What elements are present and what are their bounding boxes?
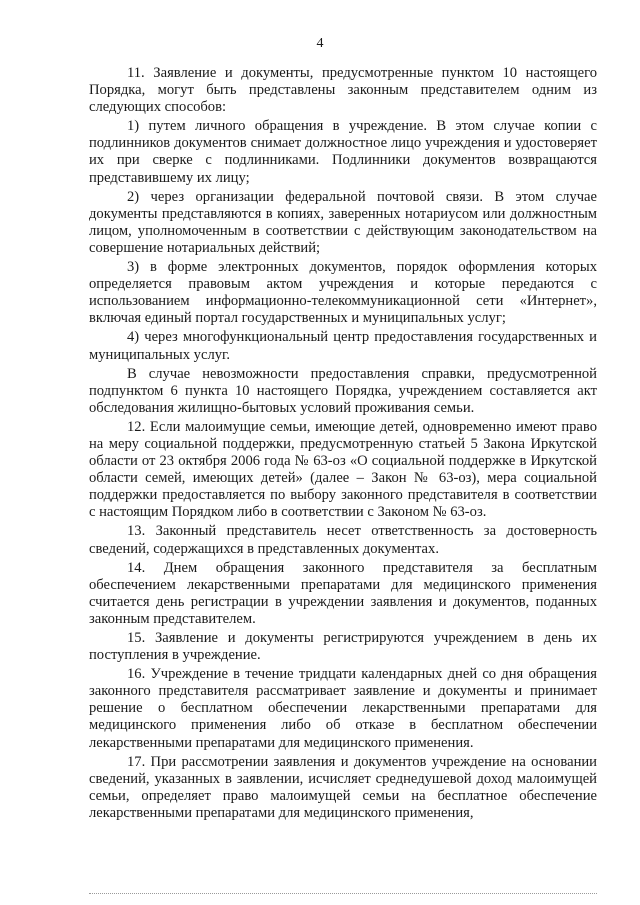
paragraph-11-item-1: 1) путем личного обращения в учреждение. В этом случае копии с подлинников документов снимает должностное лицо учреждения и удостоверяет их при сверке с подлинниками. Подлинники документов возвращаются представившему их лицу; [89,118,597,186]
paragraph-13: 13. Законный представитель несет ответственность за достоверность сведений, содержащихся в представленных документах. [89,523,597,557]
paragraph-15: 15. Заявление и документы регистрируются учреждением в день их поступления в учреждение. [89,630,597,664]
document-body [89,65,597,822]
paragraph-11: 11. Заявление и документы, предусмотренные пунктом 10 настоящего Порядка, могут быть представлены законным представителем одним из следующих способов: [89,65,597,116]
paragraph-14: 14. Днем обращения законного представителя за бесплатным обеспечением лекарственными препаратами для медицинского применения считается день регистрации в учреждении заявления и документов, поданных законным представителем. [89,559,597,627]
paragraph-12: 12. Если малоимущие семьи, имеющие детей, одновременно имеют право на меру социальной поддержки, предусмотренную статьей 5 Закона Иркутской области от 23 октября 2006 года № 63-оз «О социальной поддержке в Иркутской области семей, имеющих детей» (далее – Закон № 63-оз), мера социальной поддержки предоставляется по выбору законного представителя в соответствии с настоящим Порядком либо в соответствии с Законом № 63-оз. [89,418,597,521]
paragraph-11-item-3: 3) в форме электронных документов, порядок оформления которых определяется правовым актом учреждения и которые передаются с использованием информационно-телекоммуникационной сети «Интернет», включая единый портал государственных и муниципальных услуг; [89,259,597,327]
page-bottom-edge [89,893,597,894]
paragraph-11-item-4: 4) через многофункциональный центр предоставления государственных и муниципальных услуг. [89,329,597,363]
page-number: 4 [316,36,324,51]
paragraph-17: 17. При рассмотрении заявления и документов учреждение на основании сведений, указанных в заявлении, исчисляет среднедушевой доход малоимущей семьи, определяет право малоимущей семьи на бесплатное обеспечение лекарственными препаратами для медицинского применения, [89,753,597,821]
paragraph-16: 16. Учреждение в течение тридцати календарных дней со дня обращения законного представителя рассматривает заявление и документы и принимает решение о бесплатном обеспечении лекарственными препаратами для медицинского применения либо об отказе в бесплатном обеспечении лекарственными препаратами для медицинского применения. [89,666,597,751]
paragraph-11-note: В случае невозможности предоставления справки, предусмотренной подпунктом 6 пункта 10 настоящего Порядка, учреждением составляется акт обследования жилищно-бытовых условий проживания семьи. [89,365,597,416]
paragraph-11-item-2: 2) через организации федеральной почтовой связи. В этом случае документы представляются в копиях, заверенных нотариусом или должностным лицом, уполномоченным в соответствии с действующим законодательством на совершение нотариальных действий; [89,188,597,256]
